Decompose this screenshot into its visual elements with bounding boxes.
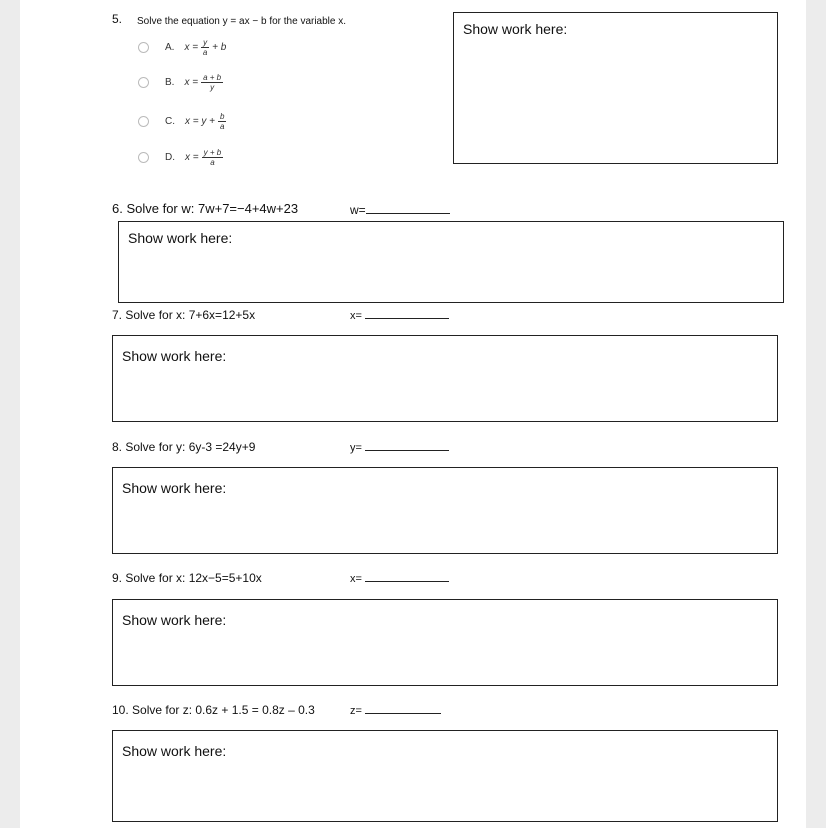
answer-label: x= <box>350 310 362 322</box>
numerator: a + b <box>203 73 222 82</box>
fraction <box>201 38 209 57</box>
q5-text: Solve the equation y = ax − b for the variable x. <box>137 16 347 27</box>
answer-blank[interactable] <box>365 703 441 714</box>
option-lhs: x = y + <box>185 116 216 127</box>
q6-answer[interactable] <box>350 203 450 217</box>
numerator: y + b <box>203 148 222 157</box>
work-label: Show work here: <box>122 348 227 364</box>
option-letter: C. <box>165 116 175 127</box>
q9-work-box[interactable] <box>112 599 778 686</box>
answer-blank[interactable] <box>365 571 449 582</box>
q8-text: 8. Solve for y: 6y-3 =24y+9 <box>112 440 256 454</box>
denominator: a <box>220 122 225 131</box>
answer-label: w= <box>350 203 366 217</box>
q6-text: 6. Solve for w: 7w+7=−4+4w+23 <box>112 201 299 216</box>
fraction <box>201 73 223 92</box>
q8-answer[interactable] <box>350 440 449 454</box>
work-label: Show work here: <box>122 743 227 759</box>
option-tail: + b <box>212 42 227 53</box>
answer-label: y= <box>350 442 362 454</box>
denominator: a <box>202 48 208 57</box>
option-a[interactable] <box>138 38 226 57</box>
answer-label: x= <box>350 573 362 585</box>
answer-blank[interactable] <box>365 308 449 319</box>
fraction <box>202 148 224 167</box>
denominator: y <box>210 83 215 92</box>
work-label: Show work here: <box>463 21 568 37</box>
work-label: Show work here: <box>122 612 227 628</box>
option-b[interactable] <box>138 73 226 92</box>
q5-work-box[interactable] <box>453 12 778 164</box>
option-c[interactable] <box>138 112 229 131</box>
answer-label: z= <box>350 705 362 717</box>
answer-blank[interactable] <box>366 203 450 214</box>
fraction <box>218 112 226 131</box>
q10-text: 10. Solve for z: 0.6z + 1.5 = 0.8z – 0.3 <box>112 703 315 717</box>
answer-blank[interactable] <box>365 440 449 451</box>
option-lhs: x = <box>184 42 199 53</box>
option-d[interactable] <box>138 148 226 167</box>
q7-answer[interactable] <box>350 308 449 322</box>
option-lhs: x = <box>185 152 199 163</box>
option-letter: B. <box>165 77 175 88</box>
radio-button[interactable] <box>138 77 149 88</box>
q9-answer[interactable] <box>350 571 449 585</box>
radio-button[interactable] <box>138 152 149 163</box>
radio-button[interactable] <box>138 116 149 127</box>
q10-answer[interactable] <box>350 703 441 717</box>
q9-text: 9. Solve for x: 12x−5=5+10x <box>112 571 262 585</box>
radio-button[interactable] <box>138 42 149 53</box>
q7-work-box[interactable] <box>112 335 778 422</box>
denominator: a <box>210 158 215 167</box>
work-label: Show work here: <box>128 230 233 246</box>
q7-text: 7. Solve for x: 7+6x=12+5x <box>112 308 256 322</box>
option-letter: A. <box>165 42 175 53</box>
q6-work-box[interactable] <box>118 221 784 303</box>
numerator: b <box>220 112 225 121</box>
option-lhs: x = <box>184 77 199 88</box>
q5-number: 5. <box>112 12 123 26</box>
option-letter: D. <box>165 152 175 163</box>
work-label: Show work here: <box>122 480 227 496</box>
q10-work-box[interactable] <box>112 730 778 822</box>
numerator: y <box>203 38 208 47</box>
q8-work-box[interactable] <box>112 467 778 554</box>
